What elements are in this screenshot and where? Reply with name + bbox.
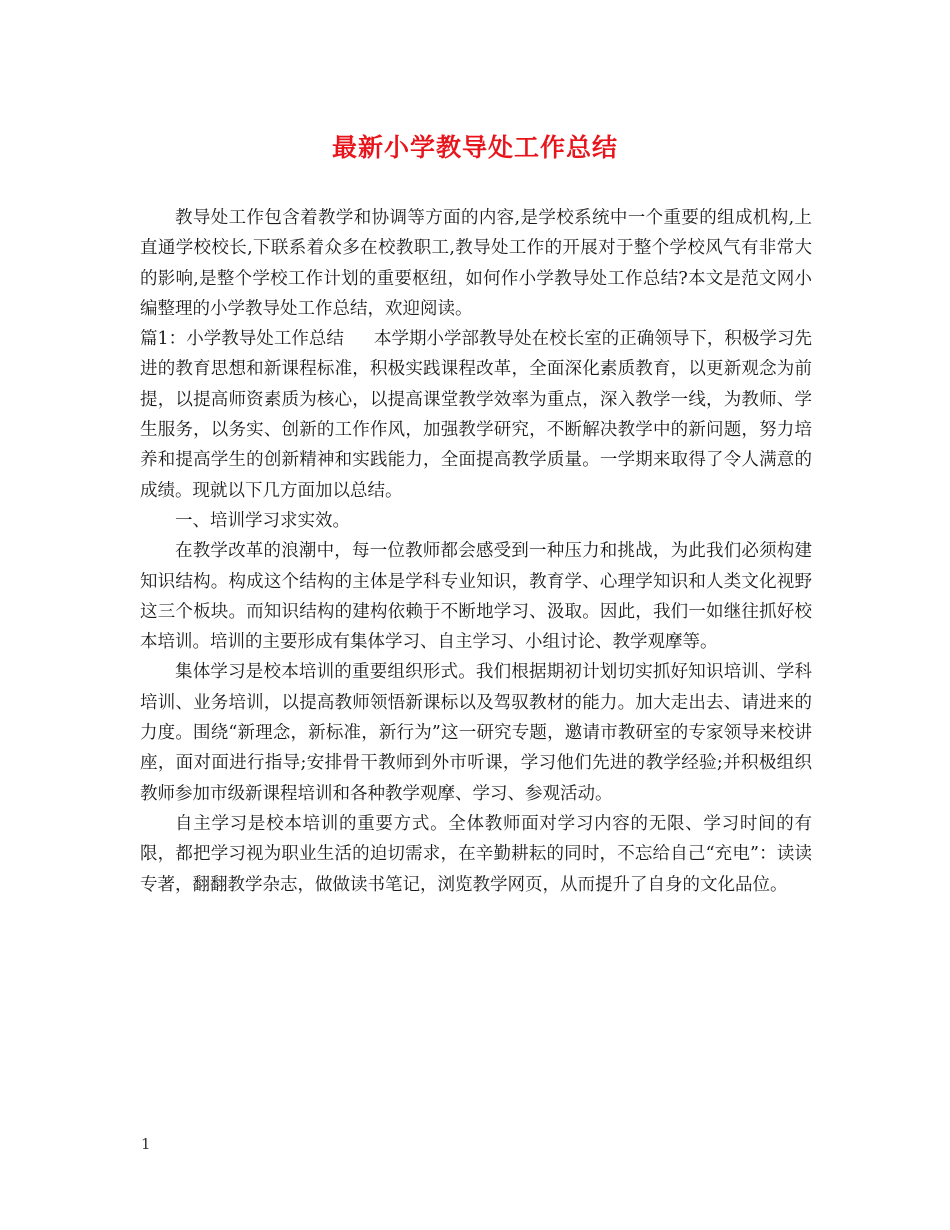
article-paragraph: [140, 324, 812, 506]
document-title: 最新小学教导处工作总结: [331, 133, 618, 162]
paragraph: 集体学习是校本培训的重要组织形式。我们根据期初计划切实抓好知识培训、学科培训、业务培训，以提高教师领悟新课标以及驾驭教材的能力。加大走出去、请进来的力度。围绕“新理念，新标准，新行为”这一研究专题，邀请市教研室的专家领导来校讲座，面对面进行指导;安排骨干教师到外市听课，学习他们先进的教学经验;并积极组织教师参加市级新课程培训和各种教学观摩、学习、参观活动。: [140, 662, 812, 804]
paragraph: 在教学改革的浪潮中，每一位教师都会感受到一种压力和挑战，为此我们必须构建知识结构。构成这个结构的主体是学科专业知识，教育学、心理学知识和人类文化视野这三个板块。而知识结构的建构依赖于不断地学习、汲取。因此，我们一如继往抓好校本培训。培训的主要形成有集体学习、自主学习、小组讨论、教学观摩等。: [140, 541, 812, 653]
section-heading: 一、培训学习求实效。: [175, 510, 350, 531]
article-opening: 本学期小学部教导处在校长室的正确领导下，积极学习先进的教育思想和新课程标准，积极实践课程改革，全面深化素质教育，以更新观念为前提，以提高师资素质为核心，以提高课堂教学效率为重点，深入教学一线，为教师、学生服务，以务实、创新的工作作风，加强教学研究，不断解决教学中的新问题，努力培养和提高学生的创新精神和实践能力，全面提高教学质量。一学期来取得了令人满意的成绩。现就以下几方面加以总结。: [140, 329, 813, 501]
paragraph: 自主学习是校本培训的重要方式。全体教师面对学习内容的无限、学习时间的有限，都把学习视为职业生活的迫切需求，在辛勤耕耘的同时，不忘给自己“充电”：读读专著，翻翻教学杂志，做做读书笔记，浏览教学网页，从而提升了自身的文化品位。: [140, 813, 812, 895]
intro-paragraph: 教导处工作包含着教学和协调等方面的内容,是学校系统中一个重要的组成机构,上直通学校校长,下联系着众多在校教职工,教导处工作的开展对于整个学校风气有非常大的影响,是整个学校工作计划的重要枢纽，如何作小学教导处工作总结?本文是范文网小编整理的小学教导处工作总结，欢迎阅读。: [140, 208, 812, 319]
article-label: 篇1：小学教导处工作总结: [140, 329, 344, 350]
page-number: 1: [141, 1135, 151, 1153]
document-body: [140, 203, 812, 900]
